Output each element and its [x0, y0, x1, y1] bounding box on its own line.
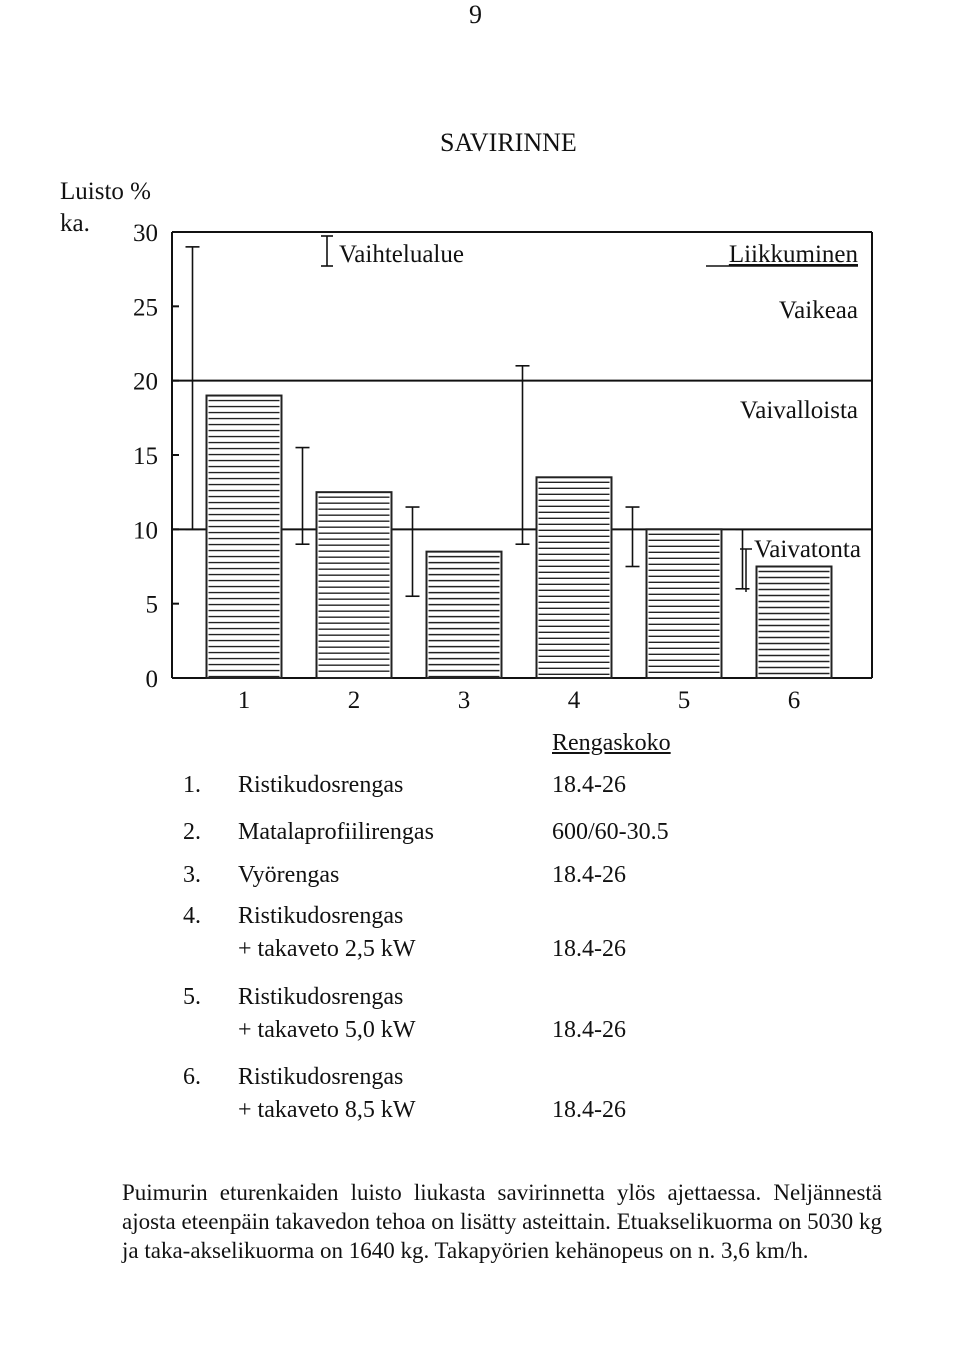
legend-size: 18.4-26 — [552, 772, 626, 798]
bar — [317, 492, 392, 678]
legend-item-5 — [0, 984, 900, 1054]
zone-label-vaivalloista: Vaivalloista — [739, 397, 858, 424]
legend-name: Ristikudosrengas — [238, 1064, 404, 1090]
x-tick-label: 2 — [347, 687, 361, 714]
legend-num: 1. — [183, 772, 201, 798]
legend-size: 600/60-30.5 — [552, 819, 669, 845]
legend-num: 5. — [183, 984, 201, 1010]
y-tick-label: 10 — [133, 517, 158, 545]
bar — [207, 396, 282, 678]
y-tick-label: 30 — [133, 220, 158, 247]
legend-item-4 — [0, 903, 900, 973]
legend-size: 18.4-26 — [552, 936, 626, 962]
x-tick-label: 4 — [567, 687, 581, 714]
y-tick-label: 0 — [145, 666, 158, 693]
legend-num: 3. — [183, 862, 201, 888]
legend-sub: + takaveto 8,5 kW — [238, 1097, 416, 1123]
zone-header: Liikkuminen — [728, 241, 858, 268]
legend-name: Matalaprofiilirengas — [238, 819, 434, 845]
range-legend-label: Vaihtelualue — [339, 241, 464, 268]
legend-size: 18.4-26 — [552, 1097, 626, 1123]
x-tick-label: 3 — [457, 687, 471, 714]
legend-name: Vyörengas — [238, 862, 340, 888]
chart-title: SAVIRINNE — [440, 128, 577, 157]
legend-item-2 — [0, 819, 900, 859]
bar-group — [207, 396, 282, 678]
legend-size: 18.4-26 — [552, 1017, 626, 1043]
legend-num: 2. — [183, 819, 201, 845]
y-axis-label-unit: ka. — [60, 210, 90, 237]
y-tick-label: 15 — [133, 443, 158, 470]
x-tick-label: 1 — [237, 687, 251, 714]
legend-size: 18.4-26 — [552, 862, 626, 888]
x-tick-label: 6 — [787, 687, 801, 714]
legend-num: 6. — [183, 1064, 201, 1090]
legend-item-6 — [0, 1064, 900, 1134]
legend-name: Ristikudosrengas — [238, 903, 404, 929]
zone-label-vaikea: Vaikeaa — [778, 297, 858, 324]
y-tick-label: 5 — [145, 591, 158, 619]
legend-num: 4. — [183, 903, 201, 929]
legend-name: Ristikudosrengas — [238, 772, 404, 798]
y-axis-label: Luisto % — [60, 178, 151, 205]
legend-item-3 — [0, 862, 900, 902]
bar-group — [647, 529, 722, 678]
bar-group — [427, 552, 502, 678]
page-number: 9 — [469, 0, 482, 29]
legend-sub: + takaveto 2,5 kW — [238, 936, 416, 962]
figure-caption: Puimurin eturenkaiden luisto liukasta savirinnetta ylös ajettaessa. Neljännestä ajosta eteenpäin takavedon tehoa on lisätty asteittain. Etuakselikuorma on 5030 kg ja taka-akselikuorma on 1640 kg. Takapyörien kehänopeus on n. 3,6 km/h. — [122, 1180, 882, 1263]
y-tick-label: 20 — [133, 368, 158, 396]
zone-label-vaivatonta: Vaivatonta — [754, 536, 861, 563]
x-axis-title: Rengaskoko — [552, 730, 671, 756]
bar-group — [757, 567, 832, 679]
legend-item-1 — [0, 772, 900, 812]
bar-group — [317, 492, 392, 678]
legend-name: Ristikudosrengas — [238, 984, 404, 1010]
y-tick-label: 25 — [133, 294, 158, 322]
bar-group — [537, 477, 612, 678]
legend-sub: + takaveto 5,0 kW — [238, 1017, 416, 1043]
x-tick-label: 5 — [677, 687, 691, 714]
